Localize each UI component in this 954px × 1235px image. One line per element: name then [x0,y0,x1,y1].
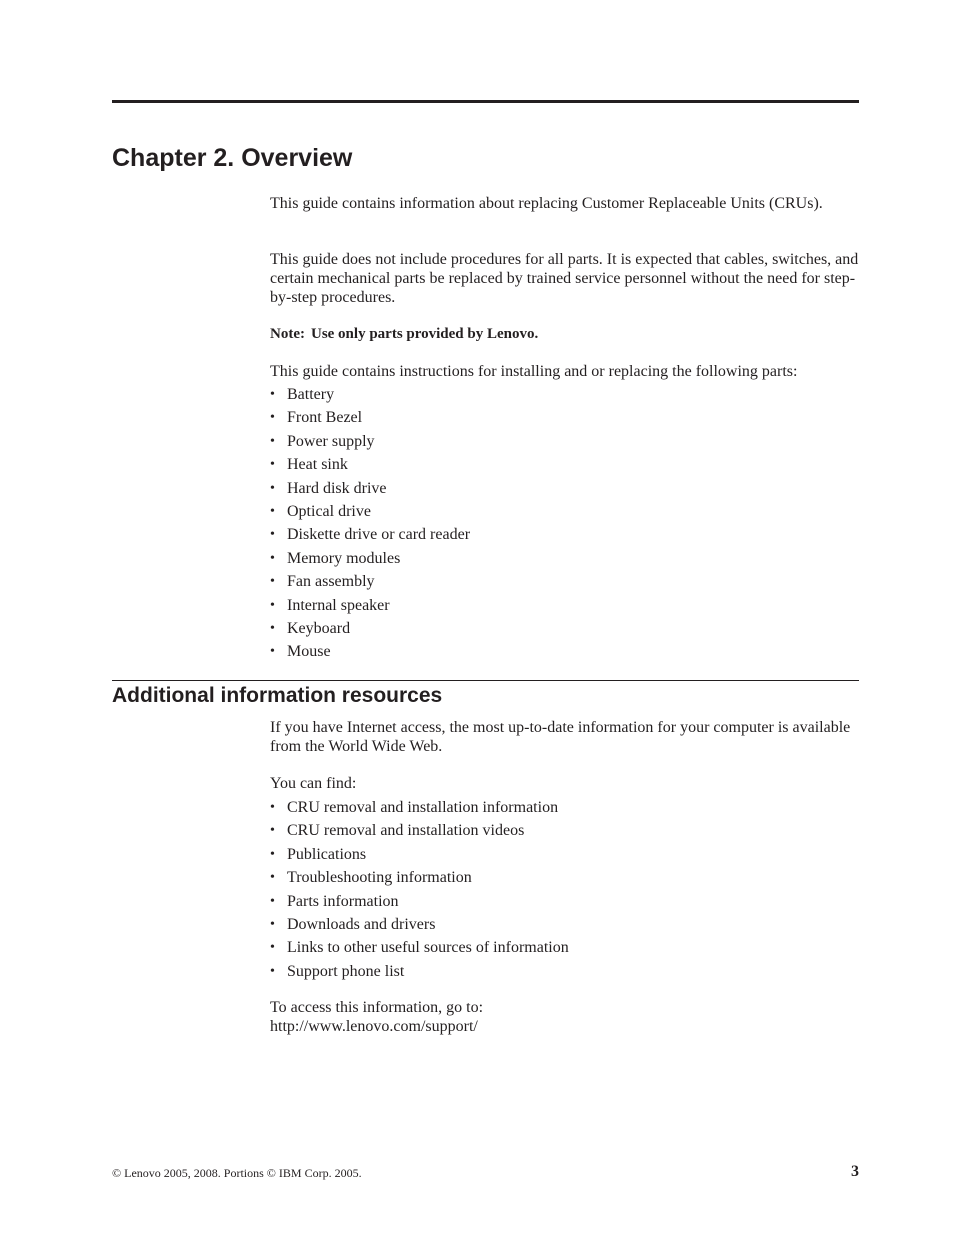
list-item [270,383,859,406]
list-item [270,960,859,983]
resource-label: Parts information [287,892,399,910]
chapter-title: Chapter 2. Overview [112,144,353,172]
list-item [270,936,859,959]
resource-label: CRU removal and installation videos [287,822,525,840]
bullet-icon: • [270,644,275,660]
part-label: Keyboard [287,619,351,637]
bullet-icon: • [270,846,275,862]
bullet-icon: • [270,433,275,449]
find-label-block [270,774,859,793]
list-item [270,913,859,936]
part-label: Hard disk drive [287,479,387,497]
bullet-icon: • [270,940,275,956]
page-number: 3 [851,1163,859,1180]
bullet-icon: • [270,574,275,590]
part-label: Heat sink [287,456,348,474]
part-label: Battery [287,386,335,403]
resources-list [270,796,859,983]
resource-label: Publications [287,845,367,863]
list-item [270,477,859,500]
list-item [270,406,859,429]
bullet-icon: • [270,800,275,815]
bullet-icon: • [270,823,275,839]
bullet-icon: • [270,620,275,636]
list-item [270,453,859,476]
list-item [270,819,859,842]
resource-label: CRU removal and installation information [287,799,559,816]
parts-intro [270,362,859,381]
parts-list [270,383,859,664]
part-label: Fan assembly [287,573,375,591]
list-item [270,866,859,889]
resources-list-container [270,796,859,983]
parts-list-container [270,383,859,664]
bullet-icon: • [270,527,275,543]
part-label: Diskette drive or card reader [287,526,471,544]
list-item [270,796,859,819]
note-text: Use only parts provided by Lenovo. [310,326,539,342]
list-item [270,617,859,640]
parts-intro-text: This guide contains instructions for installing and or replacing the following parts: [270,363,798,380]
section-divider [112,680,859,681]
part-label: Optical drive [287,502,371,520]
chapter-scope-paragraph [270,250,859,307]
bullet-icon: • [270,457,275,473]
access-text: To access this information, go to: [270,999,484,1016]
chapter-intro-paragraph [270,194,859,213]
part-label: Power supply [287,432,375,450]
bullet-icon: • [270,597,275,613]
list-item [270,500,859,523]
bullet-icon: • [270,916,275,932]
resource-label: Support phone list [287,962,405,980]
chapter-top-rule [112,100,859,103]
note [270,325,859,344]
part-label: Internal speaker [287,596,390,614]
find-label: You can find: [270,775,357,792]
bullet-icon: • [270,550,275,566]
bullet-icon: • [270,963,275,979]
list-item [270,890,859,913]
section-title: Additional information resources [112,684,443,707]
list-item [270,523,859,546]
list-item [270,547,859,570]
resource-label: Troubleshooting information [287,869,472,887]
list-item [270,843,859,866]
bullet-icon: • [270,503,275,519]
intro-paragraph-2: This guide does not include procedures for all parts. It is expected that cables, switches, and certain mechanical parts be replaced by trained service personnel without the need for step-by-step procedures. [270,251,859,306]
support-url[interactable]: http://www.lenovo.com/support/ [270,1018,478,1035]
bullet-icon: • [270,870,275,886]
bullet-icon: • [270,410,275,426]
list-item [270,594,859,617]
bullet-icon: • [270,480,275,496]
part-label: Front Bezel [287,409,363,427]
bullet-icon: • [270,387,275,402]
list-item [270,430,859,453]
resource-label: Downloads and drivers [287,915,436,933]
part-label: Mouse [287,643,331,661]
note-label: Note: [270,326,305,342]
intro-paragraph-1: This guide contains information about replacing Customer Replaceable Units (CRUs). [270,195,823,212]
section-intro-text: If you have Internet access, the most up-to-date information for your computer is available from the World Wide Web. [270,719,851,755]
bullet-icon: • [270,893,275,909]
part-label: Memory modules [287,549,401,567]
resource-label: Links to other useful sources of information [287,939,569,957]
list-item [270,640,859,663]
footer-copyright: © Lenovo 2005, 2008. Portions © IBM Corp. 2005. [112,1166,362,1180]
access-block [270,998,859,1036]
list-item [270,570,859,593]
section-intro [270,718,859,756]
